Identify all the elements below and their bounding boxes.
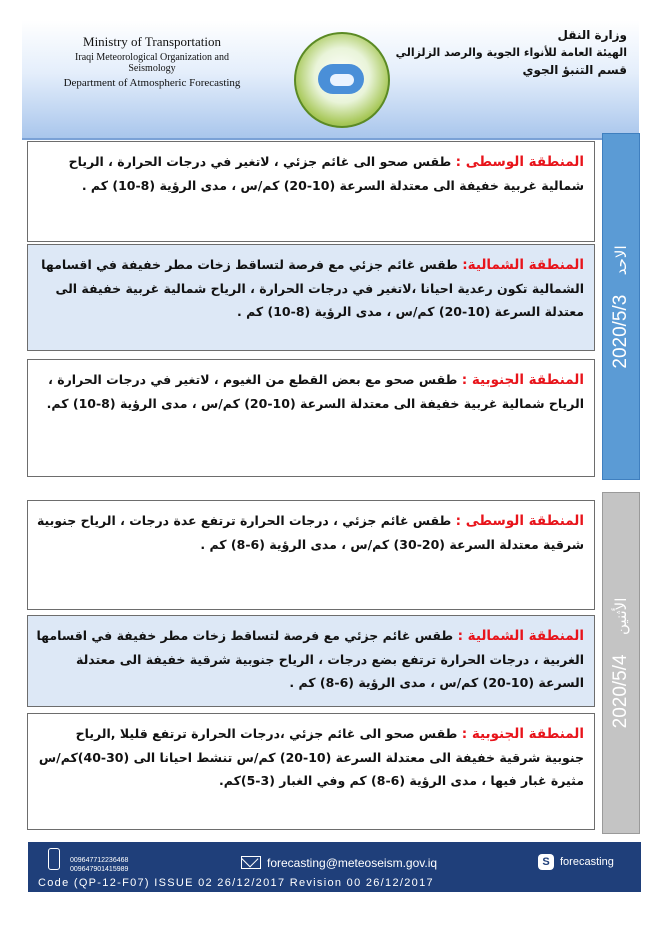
day-forecast-1 [22,133,640,478]
ministry-name-en: Ministry of Transportation [83,34,221,49]
arabic-header [396,28,627,77]
email-link[interactable]: forecasting@meteoseism.gov.iq [267,856,438,870]
weekday-label: الأثنين [612,597,630,635]
phone-number: 009647712236468 [70,857,129,864]
forecast-text: طقس غائم جزئي مع فرصة لتساقط زخات مطر خفيفة في اقسامها الشمالية تكون رعدية احيانا ،لاتغير في درجات الحرارة ، الرياح شمالية غربية خفيفة الى معتدلة السرعة (10-20) كم/س ، مدى الرؤية (8-10) كم . [41,257,584,319]
forecast-date: 2020/5/3 [610,294,631,369]
forecast-northern-region [27,615,595,707]
forecast-northern-region [27,244,595,351]
organization-logo [294,32,390,128]
forecast-southern-region [27,359,595,477]
forecast-text: طقس غائم جزئي ، درجات الحرارة ترتفع عدة درجات ، الرياح جنوبية شرقية معتدلة السرعة (20-30) كم/س ، مدى الرؤية (6-8) كم . [36,513,584,552]
mail-icon [241,856,261,869]
skype-icon: S [538,854,554,870]
forecast-text: طقس صحو الى غائم جزئي ، لاتغير في درجات الحرارة ، الرياح شمالية غربية خفيفة الى معتدلة السرعة (10-20) كم/س ، مدى الرؤية (8-10) كم . [68,154,584,193]
forecast-central-region [27,141,595,242]
page-footer [28,842,641,892]
phone-icon [48,848,60,870]
region-label: المنطقة الوسطى : [455,513,584,529]
english-header [52,34,252,89]
weekday-label: الاحد [612,244,630,275]
document-code: Code (QP-12-F07) ISSUE 02 26/12/2017 Revision 00 26/12/2017 [38,877,434,889]
forecast-central-region [27,500,595,610]
date-sidebar [602,133,640,480]
organization-name-ar: الهيئة العامة للأنواء الجوية والرصد الزلزالي [395,46,627,59]
forecast-southern-region [27,713,595,830]
region-label: المنطقة الجنوبية : [461,372,584,388]
forecast-text: طقس صحو الى غائم جزئي ،درجات الحرارة ترتفع قليلا ,الرياح جنوبية شرقية خفيفة الى معتدلة السرعة (10-20) كم/س تنشط احيانا الى (30-40)كم/س مثيرة غبار فيها ، مدى الرؤية (6-8) كم وفي الغبار (3-5)كم. [38,726,584,788]
forecast-text: طقس غائم جزئي مع فرصة لتساقط زخات مطر خفيفة في اقسامها الغربية ، درجات الحرارة ترتفع بضع درجات ، الرياح جنوبية شرقية خفيفة الى معتدلة السرعة (10-20) كم/س ، مدى الرؤية (6-8) كم . [36,628,584,690]
phone-number: 009647901415989 [70,866,129,873]
region-label: المنطقة الجنوبية : [461,726,584,742]
date-sidebar [602,492,640,834]
phone-numbers [70,856,128,874]
organization-name-en: Iraqi Meteorological Organization and Seismology [75,52,229,74]
ministry-name-ar: وزارة النقل [557,28,627,42]
day-forecast-2 [22,492,640,832]
forecast-text: طقس صحو مع بعض القطع من الغيوم ، لاتغير في درجات الحرارة ، الرياح شمالية غربية خفيفة الى معتدلة السرعة (10-20) كم/س ، مدى الرؤية (8-10) كم. [46,372,584,411]
forecast-date: 2020/5/4 [610,654,631,729]
skype-handle[interactable]: forecasting [560,856,614,868]
region-label: المنطقة الوسطى : [455,154,584,170]
region-label: المنطقة الشمالية : [457,628,584,644]
department-name-ar: قسم التنبؤ الجوي [522,63,627,77]
department-name-en: Department of Atmospheric Forecasting [63,77,241,89]
page-header [22,20,639,140]
region-label: المنطقة الشمالية: [462,257,584,273]
